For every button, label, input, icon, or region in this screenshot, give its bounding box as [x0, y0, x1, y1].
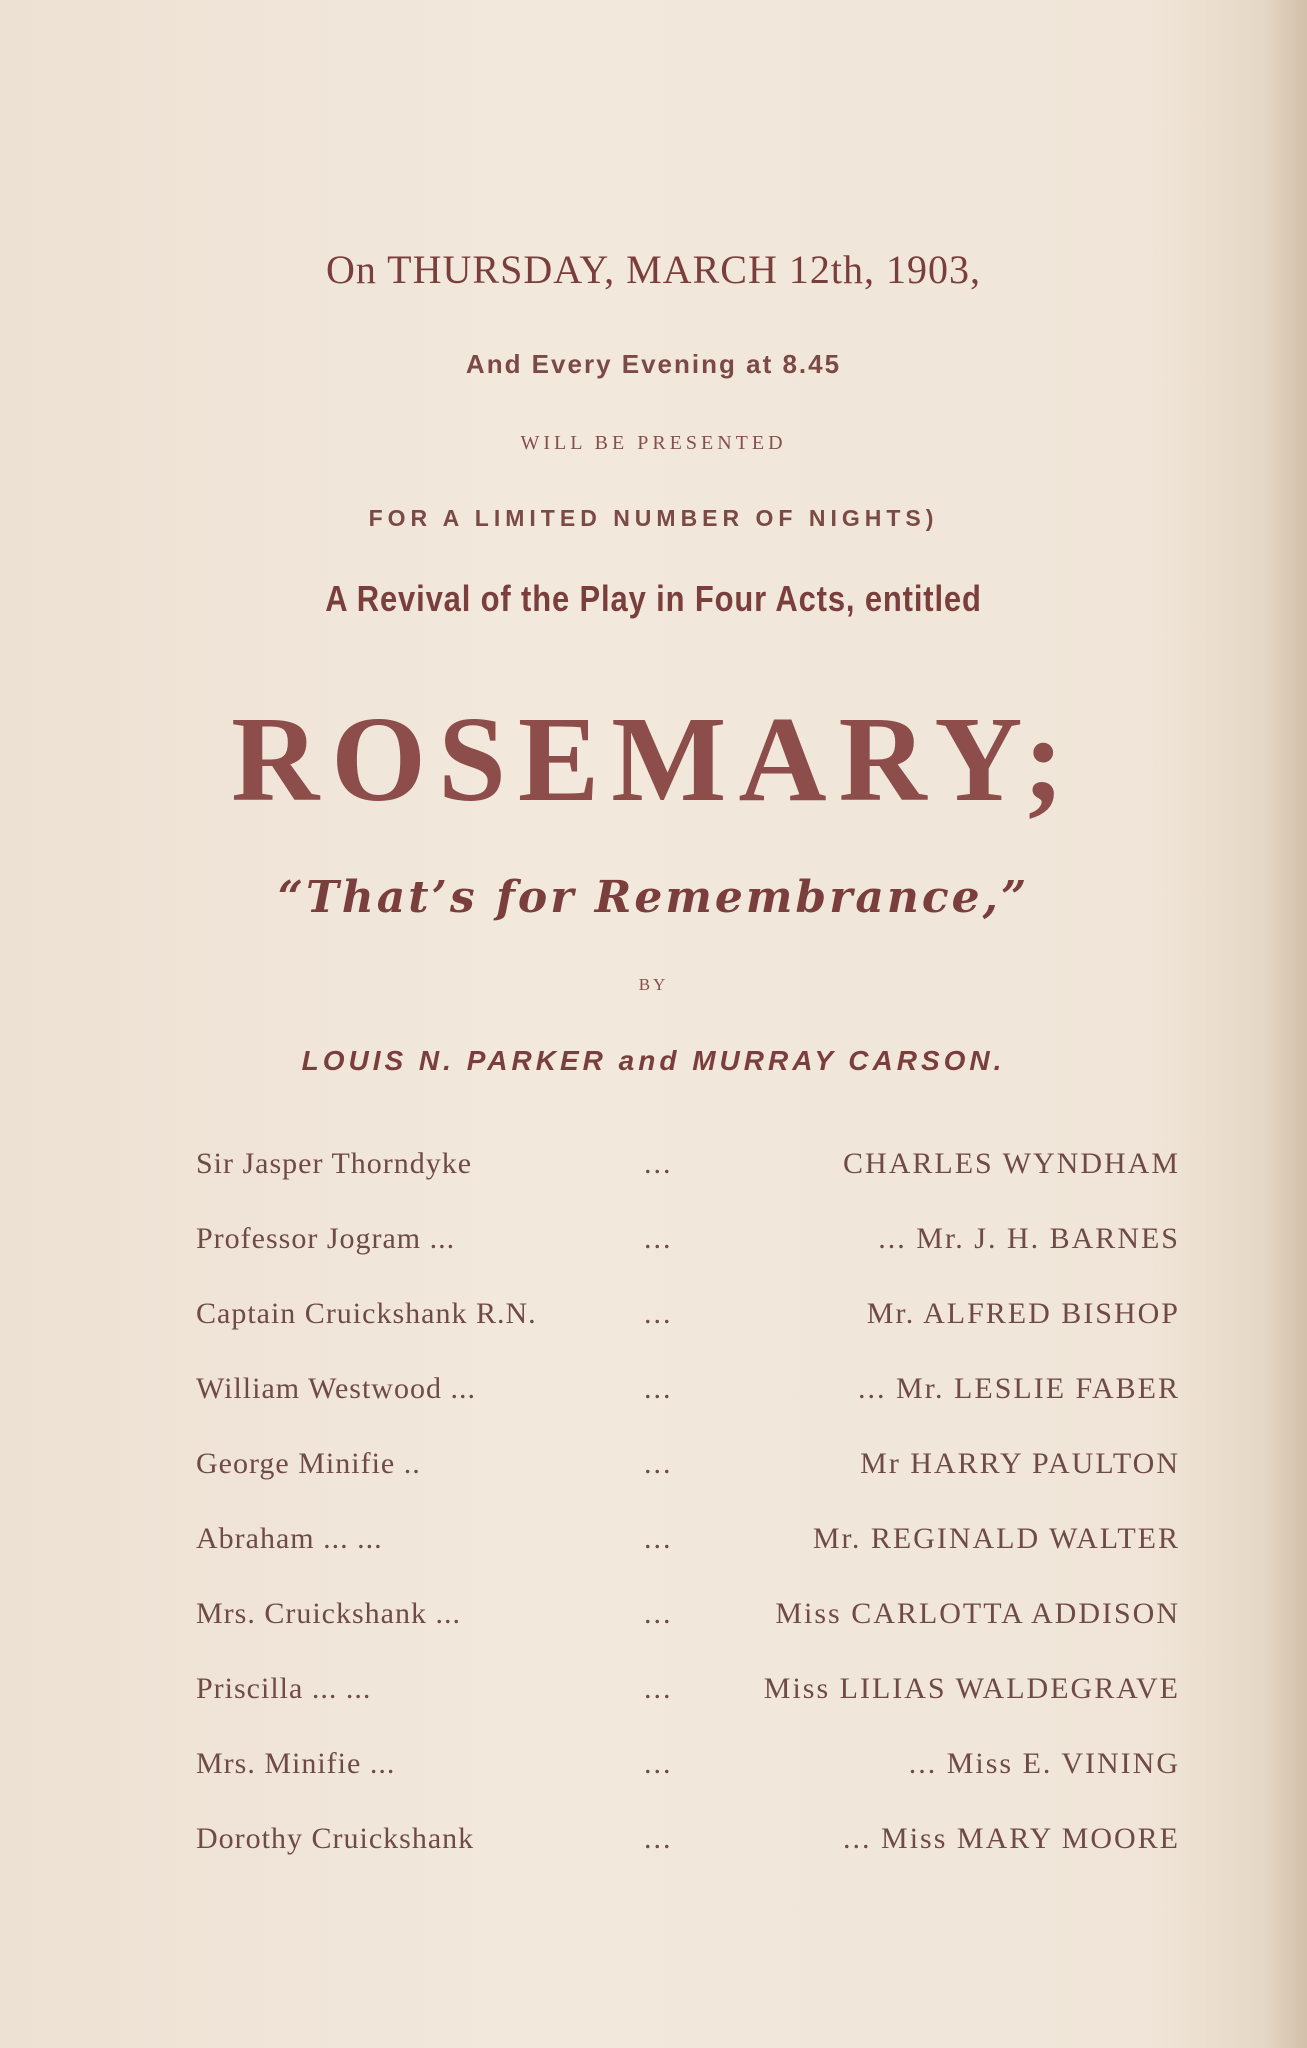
- cast-actor: ... Mr. LESLIE FABER: [858, 1372, 1180, 1405]
- cast-role: Mrs. Cruickshank ...: [196, 1597, 461, 1630]
- cast-row: [196, 1447, 1180, 1522]
- cast-row: [196, 1747, 1180, 1822]
- cast-role: Captain Cruickshank R.N.: [196, 1297, 537, 1330]
- play-subtitle: “That’s for Remembrance,”: [277, 872, 1030, 923]
- cast-row: [196, 1372, 1180, 1447]
- cast-row: [196, 1597, 1180, 1672]
- cast-leader-dots: ...: [644, 1747, 673, 1780]
- cast-actor: Mr. ALFRED BISHOP: [866, 1297, 1180, 1330]
- cast-row: [196, 1222, 1180, 1297]
- cast-role: William Westwood ...: [196, 1372, 476, 1405]
- by-label: BY: [638, 975, 669, 994]
- date-line: On THURSDAY, MARCH 12th, 1903,: [326, 247, 981, 292]
- cast-actor: Mr HARRY PAULTON: [860, 1447, 1180, 1480]
- cast-row: [196, 1147, 1180, 1222]
- cast-role: Sir Jasper Thorndyke: [196, 1147, 473, 1180]
- cast-row: [196, 1522, 1180, 1597]
- cast-actor: Mr. REGINALD WALTER: [812, 1522, 1180, 1555]
- cast-role: Mrs. Minifie ...: [196, 1747, 396, 1780]
- cast-role: Priscilla ... ...: [196, 1672, 372, 1705]
- limited-nights-line: FOR A LIMITED NUMBER OF NIGHTS): [368, 505, 939, 531]
- cast-role: Dorothy Cruickshank: [196, 1822, 475, 1855]
- cast-actor: CHARLES WYNDHAM: [843, 1147, 1180, 1180]
- cast-actor: ... Miss MARY MOORE: [843, 1822, 1180, 1855]
- authors-line: LOUIS N. PARKER and MURRAY CARSON.: [301, 1045, 1006, 1076]
- presented-line: WILL BE PRESENTED: [520, 432, 787, 454]
- cast-actor: Miss LILIAS WALDEGRAVE: [763, 1672, 1180, 1705]
- cast-leader-dots: ...: [644, 1522, 673, 1555]
- cast-role: George Minifie ..: [196, 1447, 421, 1480]
- page-edge-shadow: [1265, 0, 1307, 2048]
- cast-actor: ... Mr. J. H. BARNES: [878, 1222, 1180, 1255]
- cast-actor: Miss CARLOTTA ADDISON: [775, 1597, 1180, 1630]
- cast-row: [196, 1297, 1180, 1372]
- revival-line: A Revival of the Play in Four Acts, entitled: [325, 578, 982, 619]
- cast-leader-dots: ...: [644, 1372, 673, 1405]
- cast-leader-dots: ...: [644, 1672, 673, 1705]
- cast-leader-dots: ...: [644, 1822, 673, 1855]
- cast-row: [196, 1672, 1180, 1747]
- cast-leader-dots: ...: [644, 1297, 673, 1330]
- play-title: ROSEMARY;: [231, 692, 1076, 827]
- cast-leader-dots: ...: [644, 1222, 673, 1255]
- cast-leader-dots: ...: [644, 1147, 673, 1180]
- cast-row: [196, 1822, 1180, 1897]
- cast-list: [196, 1147, 1180, 1897]
- cast-leader-dots: ...: [644, 1597, 673, 1630]
- evening-time-line: And Every Evening at 8.45: [465, 349, 842, 379]
- cast-role: Professor Jogram ...: [196, 1222, 456, 1255]
- cast-leader-dots: ...: [644, 1447, 673, 1480]
- cast-role: Abraham ... ...: [196, 1522, 383, 1555]
- cast-actor: ... Miss E. VINING: [908, 1747, 1180, 1780]
